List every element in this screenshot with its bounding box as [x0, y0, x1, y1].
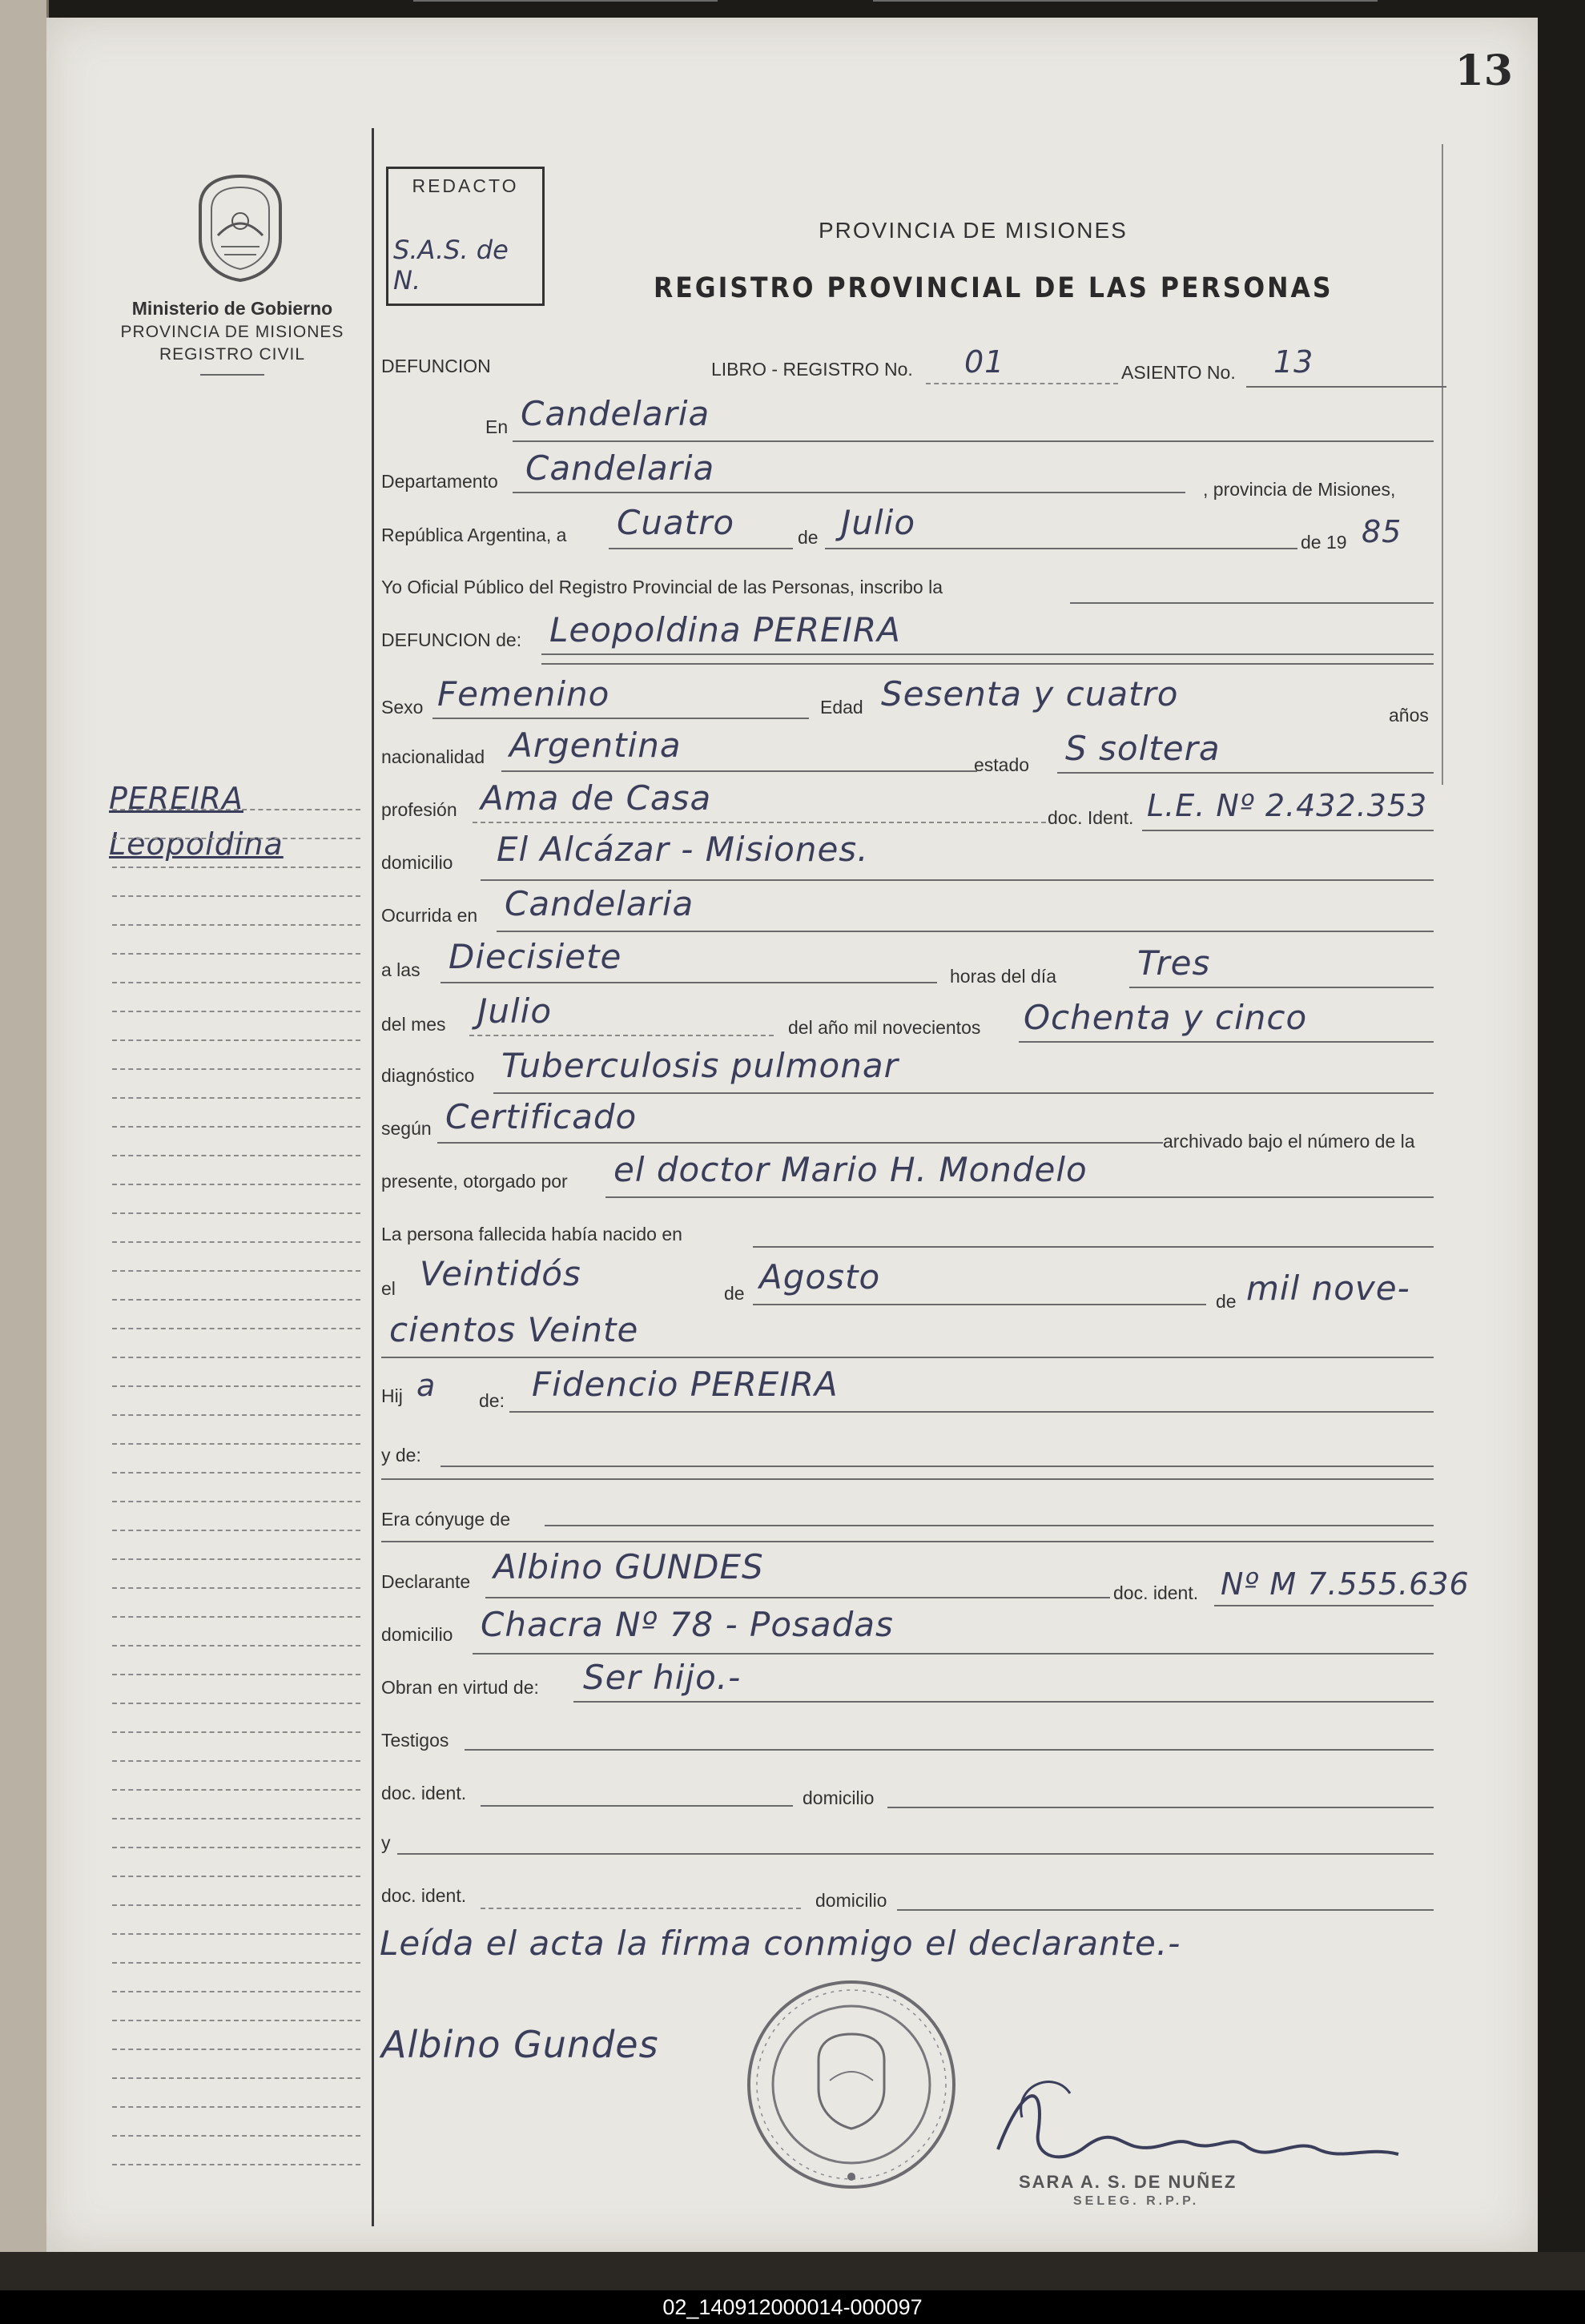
right-page-rule: [1442, 144, 1443, 785]
sexo-label: Sexo: [381, 697, 424, 718]
estado-label: estado: [974, 754, 1030, 775]
margin-dashed-line: [112, 1933, 360, 1935]
birth-month-line: [753, 1304, 1206, 1305]
declarante-line: [485, 1597, 1110, 1598]
domicilio-label: domicilio: [381, 852, 453, 873]
margin-dashed-line: [112, 1991, 360, 1992]
declarante-domicilio-label: domicilio: [381, 1624, 453, 1645]
margin-dashed-line: [112, 1616, 360, 1618]
margin-dashed-line: [112, 1212, 360, 1214]
margin-dashed-line: [112, 1760, 360, 1762]
domicilio3-label: domicilio: [815, 1890, 887, 1911]
birth-year-1: mil nove-: [1246, 1269, 1410, 1308]
day-value: Cuatro: [617, 503, 735, 542]
declarante-doc-line: [1214, 1605, 1434, 1606]
asiento-line: [1246, 386, 1446, 388]
margin-dashed-line: [112, 1558, 360, 1560]
doc-ident-label: doc. Ident.: [1048, 807, 1134, 828]
declarante-value: Albino GUNDES: [493, 1547, 764, 1586]
del-mes-line: [469, 1035, 774, 1036]
margin-dashed-line: [112, 1530, 360, 1531]
margin-dashed-line: [112, 1241, 360, 1243]
obran-label: Obran en virtud de:: [381, 1677, 539, 1698]
margin-dashed-line: [112, 1414, 360, 1416]
margin-dashed-line: [112, 1443, 360, 1445]
margin-dashed-line: [112, 2164, 360, 2165]
domicilio2-label: domicilio: [803, 1787, 875, 1808]
registry-round-stamp: [743, 1976, 959, 2193]
libro-line: [926, 383, 1118, 384]
clerk-role: SELEG. R.P.P.: [1073, 2194, 1200, 2208]
margin-dashed-line: [112, 1357, 360, 1358]
margin-dashed-line: [112, 1155, 360, 1156]
a-las-value: Diecisiete: [449, 937, 622, 976]
birth-day: Veintidós: [420, 1254, 581, 1293]
declarant-signature: Albino Gundes: [381, 2023, 659, 2066]
ministry-province: PROVINCIA DE MISIONES: [120, 323, 344, 341]
declarante-label: Declarante: [381, 1571, 471, 1592]
horas-value: Tres: [1137, 943, 1211, 983]
libro-value: 01: [964, 344, 1005, 380]
del-ano-value: Ochenta y cinco: [1024, 998, 1308, 1037]
presente-label: presente, otorgado por: [381, 1171, 568, 1192]
father-line: [509, 1411, 1434, 1413]
margin-given-name: Leopoldina: [109, 826, 284, 862]
diagnostico-line: [493, 1092, 1434, 1094]
nacionalidad-label: nacionalidad: [381, 746, 485, 767]
adjacent-page-edge: [0, 0, 49, 2258]
y-label: y: [381, 1832, 391, 1853]
sexo-value: Femenino: [437, 674, 610, 714]
margin-dashed-line: [112, 1703, 360, 1704]
del-ano-label: del año mil novecientos: [788, 1017, 981, 1038]
margin-dashed-line: [112, 1328, 360, 1329]
ministry-registry: REGISTRO CIVIL: [159, 345, 306, 364]
estado-line: [1057, 772, 1434, 774]
margin-dashed-line: [112, 1184, 360, 1185]
y-line: [397, 1853, 1434, 1855]
clerk-name: SARA A. S. DE NUÑEZ: [1019, 2172, 1237, 2192]
nacionalidad-value: Argentina: [509, 726, 682, 765]
provincia-label: , provincia de Misiones,: [1203, 479, 1396, 500]
margin-dashed-line: [112, 1039, 360, 1041]
margin-dashed-line: [112, 838, 360, 839]
redacto-initials: S.A.S. de N.: [393, 235, 509, 296]
margin-divider: [372, 128, 374, 2226]
obran-value: Ser hijo.-: [583, 1658, 742, 1697]
ministry-title: Ministerio de Gobierno: [131, 298, 333, 319]
nacido-label: La persona fallecida había nacido en: [381, 1224, 682, 1244]
closing-text: Leída el acta la firma conmigo el declarante.-: [380, 1924, 1181, 1963]
margin-dashed-line: [112, 2020, 360, 2021]
year-value: 85: [1362, 514, 1402, 549]
profesion-value: Ama de Casa: [481, 778, 712, 818]
margin-dashed-line: [112, 1126, 360, 1128]
diagnostico-label: diagnóstico: [381, 1065, 475, 1086]
margin-dashed-line: [112, 1011, 360, 1012]
margin-dashed-line: [112, 1472, 360, 1474]
declarante-doc-label: doc. ident.: [1113, 1582, 1199, 1603]
month-value: Julio: [841, 503, 916, 542]
archivado-label: archivado bajo el número de la: [1163, 1131, 1415, 1152]
departamento-value: Candelaria: [525, 448, 715, 488]
margin-dashed-line: [112, 1385, 360, 1387]
ocurrida-value: Candelaria: [505, 884, 694, 923]
doc-ident-line: [1142, 830, 1434, 831]
margin-dashed-line: [112, 1904, 360, 1906]
y-de-line-2: [381, 1478, 1434, 1480]
doc-ident3-line: [481, 1908, 801, 1909]
margin-dashed-line: [112, 1587, 360, 1589]
margin-dashed-line: [112, 1299, 360, 1301]
provincial-seal-icon: [189, 171, 292, 283]
departamento-label: Departamento: [381, 471, 498, 492]
edad-label: Edad: [820, 697, 863, 718]
margin-dashed-line: [112, 1068, 360, 1070]
hij-de-label: de:: [479, 1390, 505, 1411]
page-number: 13: [1454, 46, 1513, 95]
domicilio3-line: [897, 1909, 1434, 1911]
testigos-label: Testigos: [381, 1730, 449, 1751]
hij-suffix: a: [416, 1368, 436, 1403]
birth-de-label: de: [724, 1283, 745, 1304]
republica-label: República Argentina, a: [381, 525, 567, 545]
segun-line: [437, 1142, 1163, 1144]
margin-dashed-line: [112, 953, 360, 955]
declarante-domicilio-value: Chacra Nº 78 - Posadas: [481, 1605, 894, 1644]
y-de-line: [441, 1466, 1434, 1467]
declarante-doc-value: Nº M 7.555.636: [1221, 1566, 1470, 1602]
registry-title: REGISTRO PROVINCIAL DE LAS PERSONAS: [654, 272, 1334, 304]
departamento-line: [513, 492, 1185, 493]
year-label: de 19: [1301, 532, 1347, 553]
edad-line: [873, 0, 1378, 2]
del-mes-value: Julio: [477, 991, 553, 1031]
libro-label: LIBRO - REGISTRO No.: [711, 359, 913, 380]
edad-value: Sesenta y cuatro: [881, 674, 1179, 714]
province-heading: PROVINCIA DE MISIONES: [819, 218, 1128, 243]
ocurrida-label: Ocurrida en: [381, 905, 478, 926]
defuncion-de-label: DEFUNCION de:: [381, 629, 522, 650]
margin-dashed-line: [112, 1847, 360, 1848]
margin-dashed-line: [112, 1097, 360, 1099]
segun-value: Certificado: [445, 1097, 638, 1136]
profesion-line: [473, 822, 1046, 823]
margin-dashed-line: [112, 1962, 360, 1964]
margin-dashed-line: [112, 1645, 360, 1647]
obran-line: [573, 1701, 1434, 1703]
el-label: el: [381, 1278, 396, 1299]
estado-value: S soltera: [1065, 729, 1221, 768]
hij-label: Hij: [381, 1385, 403, 1406]
redacto-label: REDACTO: [412, 175, 519, 196]
ocurrida-line: [497, 931, 1434, 932]
birth-year-line: [381, 1357, 1434, 1358]
domicilio2-line: [887, 1807, 1434, 1808]
month-line: [825, 548, 1297, 549]
image-caption: 02_140912000014-000097: [0, 2290, 1585, 2324]
en-line: [513, 440, 1434, 442]
a-las-label: a las: [381, 959, 420, 980]
margin-dashed-line: [112, 809, 360, 810]
deceased-name: Leopoldina PEREIRA: [549, 610, 901, 649]
margin-dashed-line: [112, 2106, 360, 2108]
en-label: En: [485, 416, 509, 437]
birth-year-2: cientos Veinte: [389, 1310, 639, 1349]
margin-dashed-line: [112, 866, 360, 868]
doc-ident-value: L.E. Nº 2.432.353: [1147, 788, 1428, 823]
y-de-label: y de:: [381, 1445, 421, 1466]
nacionalidad-line: [501, 770, 977, 772]
domicilio-value: El Alcázar - Misiones.: [497, 830, 869, 869]
margin-dashed-line: [112, 1818, 360, 1819]
deceased-line: [541, 653, 1434, 655]
doc-ident3-label: doc. ident.: [381, 1885, 467, 1906]
ministry-underline: [200, 374, 264, 376]
margin-dashed-line: [112, 1876, 360, 1877]
margin-dashed-line: [112, 895, 360, 897]
birth-month: Agosto: [759, 1257, 881, 1297]
act-type-label: DEFUNCION: [381, 356, 491, 376]
horas-label: horas del día: [950, 966, 1056, 987]
margin-dashed-line: [112, 1270, 360, 1272]
sexo-line: [432, 718, 809, 719]
declarante-domicilio-line: [473, 1653, 1434, 1655]
diagnostico-value: Tuberculosis pulmonar: [501, 1046, 899, 1085]
deceased-line-2: [541, 663, 1434, 665]
margin-dashed-line: [112, 1674, 360, 1675]
ministry-block: [104, 298, 360, 376]
doc-ident2-line: [481, 1805, 793, 1807]
oficial-text: Yo Oficial Público del Registro Provincial de las Personas, inscribo la: [381, 577, 943, 597]
conyuge-line-2: [381, 1541, 1434, 1542]
margin-dashed-line: [112, 924, 360, 926]
redacto-box: [386, 167, 545, 306]
margin-dashed-line: [112, 2049, 360, 2050]
birth-day-line: [413, 0, 718, 2]
nacido-line: [753, 1246, 1434, 1248]
presente-line: [605, 1196, 1434, 1198]
asiento-value: 13: [1273, 344, 1314, 380]
margin-dashed-line: [112, 1789, 360, 1791]
conyuge-line: [545, 1525, 1434, 1526]
conyuge-label: Era cónyuge de: [381, 1509, 511, 1530]
birth-de2-label: de: [1216, 1291, 1237, 1312]
margin-dashed-line: [112, 1501, 360, 1502]
day-line: [609, 548, 793, 549]
asiento-label: ASIENTO No.: [1121, 362, 1236, 383]
margin-dashed-line: [112, 2135, 360, 2137]
de-label: de: [798, 527, 819, 548]
binding-strip: [0, 2252, 1585, 2290]
del-mes-label: del mes: [381, 1014, 446, 1035]
margin-dashed-line: [112, 1731, 360, 1733]
doc-ident2-label: doc. ident.: [381, 1783, 467, 1803]
del-ano-line: [1019, 1041, 1434, 1043]
domicilio-line: [481, 879, 1434, 881]
oficial-line: [1070, 602, 1434, 604]
margin-surname: PEREIRA: [109, 781, 243, 816]
testigos-line: [465, 1749, 1434, 1751]
anos-label: años: [1389, 705, 1429, 726]
en-value: Candelaria: [521, 394, 710, 433]
father-value: Fidencio PEREIRA: [532, 1365, 839, 1404]
clerk-signature-icon: [990, 2069, 1406, 2181]
margin-dashed-line: [112, 982, 360, 983]
segun-label: según: [381, 1118, 432, 1139]
horas-line: [1129, 987, 1434, 988]
a-las-line: [441, 982, 937, 983]
profesion-label: profesión: [381, 799, 457, 820]
margin-dashed-line: [112, 2077, 360, 2079]
presente-value: el doctor Mario H. Mondelo: [613, 1150, 1088, 1189]
